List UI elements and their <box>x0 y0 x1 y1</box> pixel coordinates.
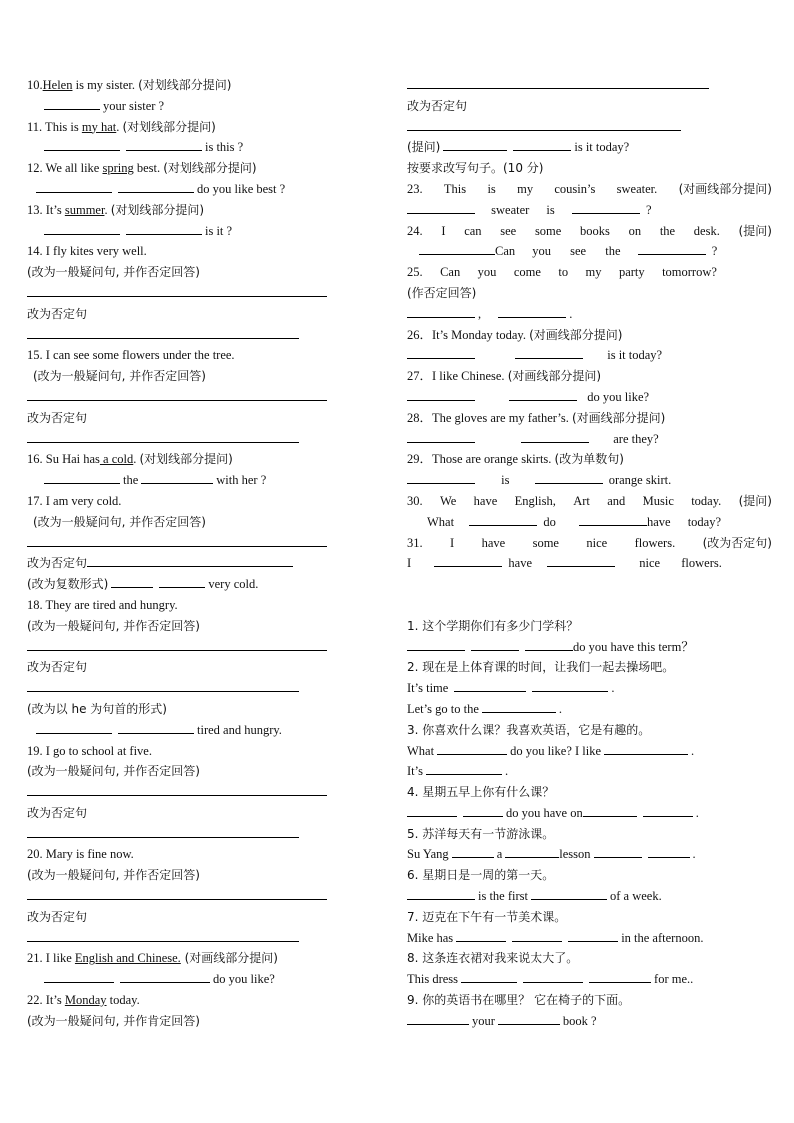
answer-blank[interactable] <box>604 742 688 755</box>
translation-3: 3. 你喜欢什么课？我喜欢英语，它是有趣的。 <box>407 722 651 737</box>
writing-line[interactable] <box>27 387 332 408</box>
answer-line-29: is orange skirt. <box>407 470 772 491</box>
translation-2: 2. 现在是上体育课的时间，让我们一起去操场吧。 <box>407 660 675 675</box>
answer-line-12: do you like best ? <box>27 179 332 200</box>
answer-line-27: do you like? <box>407 387 772 408</box>
question-21: 21. I like English and Chinese. (对画线部分提问) <box>27 951 278 966</box>
writing-line[interactable] <box>407 75 772 96</box>
answer-blank[interactable] <box>437 742 507 755</box>
question-10: 10.Helen is my sister. (对划线部分提问) <box>27 78 232 92</box>
question-28: 28．The gloves are my father’s. (对画线部分提问) <box>407 410 666 425</box>
translation-1: 1. 这个学期你们有多少门学科？ <box>407 618 579 633</box>
question-14: 14. I fly kites very well. <box>27 244 147 259</box>
question-16: 16. Su Hai has a cold. (对划线部分提问) <box>27 452 233 467</box>
answer-line-30: What do have today? <box>427 514 722 529</box>
negative-line: 改为否定句 <box>27 553 332 574</box>
answer-blank[interactable] <box>463 804 503 817</box>
answer-line-t9: your book ? <box>407 1011 772 1032</box>
answer-blank[interactable] <box>407 1012 469 1025</box>
answer-line-11: is this ? <box>27 137 332 158</box>
answer-blank[interactable] <box>407 388 475 401</box>
answer-line-t7: Mike has in the afternoon. <box>407 930 704 945</box>
answer-blank[interactable] <box>482 700 556 713</box>
instruction: (改为一般疑问句, 并作否定回答) <box>27 868 200 883</box>
instruction: 改为否定句 <box>27 805 88 820</box>
answer-blank[interactable] <box>126 222 202 235</box>
instruction: 改为否定句 <box>27 660 88 675</box>
answer-blank[interactable] <box>118 721 194 734</box>
instruction: (改为一般疑问句, 并作否定回答) <box>33 369 206 384</box>
instruction: 改为否定句 <box>27 909 88 924</box>
instruction: (改为以 he 为句首的形式) <box>27 701 167 716</box>
answer-blank[interactable] <box>523 970 583 983</box>
answer-line-t3b: It’s . <box>407 764 509 779</box>
instruction: (改为一般疑问句, 并作否定回答) <box>27 764 200 779</box>
translation-6: 6. 星期日是一周的第一天。 <box>407 868 555 883</box>
answer-blank[interactable] <box>159 575 205 588</box>
answer-line-t8: This dress for me.. <box>407 972 694 987</box>
translation-4: 4. 星期五早上你有什么课？ <box>407 785 555 800</box>
answer-blank[interactable] <box>44 97 100 110</box>
answer-blank[interactable] <box>434 554 502 567</box>
answer-blank[interactable] <box>426 762 502 775</box>
answer-blank[interactable] <box>515 346 583 359</box>
question-17: 17. I am very cold. <box>27 493 122 508</box>
answer-blank[interactable] <box>407 887 475 900</box>
answer-line-t5: Su Yang a lesson . <box>407 847 696 862</box>
answer-blank[interactable] <box>509 388 577 401</box>
answer-blank[interactable] <box>589 970 651 983</box>
translation-9: 9. 你的英语书在哪里？ 它在椅子的下面。 <box>407 993 631 1008</box>
answer-blank[interactable] <box>638 242 706 255</box>
question-31: 31. I have some nice flowers. (改为否定句) <box>407 535 772 550</box>
instruction: 改为否定句 <box>27 410 88 425</box>
left-column <box>27 75 332 1032</box>
answer-blank[interactable] <box>407 430 475 443</box>
answer-line-28: are they? <box>407 429 772 450</box>
answer-line-25: , . <box>407 304 772 325</box>
answer-blank[interactable] <box>126 138 202 151</box>
question-18: 18. They are tired and hungry. <box>27 597 178 612</box>
writing-line[interactable] <box>27 824 332 845</box>
answer-blank[interactable] <box>36 721 112 734</box>
answer-line-26: is it today? <box>407 345 772 366</box>
writing-line[interactable] <box>407 117 772 138</box>
answer-blank[interactable] <box>454 679 526 692</box>
answer-blank[interactable] <box>87 554 293 567</box>
answer-blank[interactable] <box>461 970 517 983</box>
answer-blank[interactable] <box>547 554 615 567</box>
question-29: 29．Those are orange skirts. (改为单数句) <box>407 452 624 467</box>
instruction: (作否定回答) <box>407 285 477 300</box>
answer-line-23: sweater is ? <box>407 200 772 221</box>
question-30: 30. We have English, Art and Music today. (提问) <box>407 493 772 508</box>
writing-line[interactable] <box>27 283 332 304</box>
answer-line-16: the with her ? <box>27 470 332 491</box>
answer-blank[interactable] <box>594 845 642 858</box>
writing-line[interactable] <box>27 533 332 554</box>
right-column <box>407 75 772 1032</box>
translation-5: 5. 苏洋每天有一节游泳课。 <box>407 826 555 841</box>
answer-blank[interactable] <box>498 305 566 318</box>
writing-line[interactable] <box>27 678 332 699</box>
answer-blank[interactable] <box>579 513 647 526</box>
answer-blank[interactable] <box>525 638 573 651</box>
answer-blank[interactable] <box>583 804 637 817</box>
instruction: 改为否定句 <box>27 306 88 321</box>
answer-line-t1: do you have this term？ <box>407 637 772 658</box>
answer-blank[interactable] <box>513 138 571 151</box>
question-20: 20. Mary is fine now. <box>27 847 134 862</box>
answer-line-21: do you like? <box>27 969 332 990</box>
plural-line: (改为复数形式) very cold. <box>27 577 259 592</box>
section-heading: 按要求改写句子。(10 分) <box>407 161 544 176</box>
answer-blank[interactable] <box>407 638 465 651</box>
answer-line-24: Can you see the ? <box>407 241 772 262</box>
answer-blank[interactable] <box>111 575 153 588</box>
answer-blank[interactable] <box>505 845 559 858</box>
answer-blank[interactable] <box>44 471 120 484</box>
answer-blank[interactable] <box>643 804 693 817</box>
instruction: (改为一般疑问句, 并作肯定回答) <box>27 1013 200 1028</box>
answer-blank[interactable] <box>407 346 475 359</box>
translation-8: 8. 这条连衣裙对我来说太大了。 <box>407 951 579 966</box>
underlined-word: Helen <box>42 78 73 92</box>
question-23: 23. This is my cousin’s sweater. (对画线部分提问) <box>407 181 772 196</box>
writing-line[interactable] <box>27 429 332 450</box>
answer-blank[interactable] <box>648 845 690 858</box>
answer-blank[interactable] <box>498 1012 560 1025</box>
answer-line-t4: do you have on . <box>407 803 772 824</box>
writing-line[interactable] <box>27 782 332 803</box>
answer-line-t2b: Let’s go to the . <box>407 701 562 716</box>
translation-7: 7. 迈克在下午有一节美术课。 <box>407 909 567 924</box>
answer-blank[interactable] <box>532 679 608 692</box>
answer-line-t6: is the first of a week. <box>407 886 772 907</box>
answer-blank[interactable] <box>44 222 120 235</box>
answer-blank[interactable] <box>407 471 475 484</box>
answer-line-18: tired and hungry. <box>27 720 332 741</box>
answer-blank[interactable] <box>456 929 506 942</box>
answer-blank[interactable] <box>572 201 640 214</box>
answer-line-10: your sister ? <box>27 96 332 117</box>
answer-blank[interactable] <box>120 970 210 983</box>
writing-line[interactable] <box>27 637 332 658</box>
answer-blank[interactable] <box>407 201 475 214</box>
answer-blank[interactable] <box>512 929 562 942</box>
answer-blank[interactable] <box>36 180 112 193</box>
answer-line-t2a: It’s time . <box>407 681 615 696</box>
question-11: 11. This is my hat. (对划线部分提问) <box>27 119 216 134</box>
question-15: 15. I can see some flowers under the tree. <box>27 348 235 363</box>
writing-line[interactable] <box>27 886 332 907</box>
answer-blank[interactable] <box>118 180 194 193</box>
instruction: 改为否定句 <box>407 98 468 113</box>
answer-line-31: I have nice flowers. <box>407 556 722 571</box>
writing-line[interactable] <box>27 928 332 949</box>
question-27: 27．I like Chinese. (对画线部分提问) <box>407 369 602 384</box>
question-26: 26．It’s Monday today. (对画线部分提问) <box>407 327 623 342</box>
question-12: 12. We all like spring best. (对划线部分提问) <box>27 161 257 176</box>
question-24: 24. I can see some books on the desk. (提问) <box>407 223 772 238</box>
question-13: 13. It’s summer. (对划线部分提问) <box>27 202 205 217</box>
answer-blank[interactable] <box>44 970 114 983</box>
answer-blank[interactable] <box>535 471 603 484</box>
answer-blank[interactable] <box>419 242 495 255</box>
question-25: 25. Can you come to my party tomorrow? <box>407 265 717 280</box>
answer-blank[interactable] <box>44 138 120 151</box>
answer-blank[interactable] <box>407 804 457 817</box>
answer-blank[interactable] <box>407 305 475 318</box>
question-19: 19. I go to school at five. <box>27 743 152 758</box>
ask-line: (提问) is it today? <box>407 140 630 155</box>
answer-blank[interactable] <box>521 430 589 443</box>
answer-blank[interactable] <box>141 471 213 484</box>
answer-blank[interactable] <box>452 845 494 858</box>
writing-line[interactable] <box>27 325 332 346</box>
answer-blank[interactable] <box>531 887 607 900</box>
answer-blank[interactable] <box>469 513 537 526</box>
instruction: (改为一般疑问句, 并作否定回答) <box>33 514 206 529</box>
answer-blank[interactable] <box>568 929 618 942</box>
instruction: (改为一般疑问句, 并作否定回答) <box>27 265 200 280</box>
answer-blank[interactable] <box>471 638 519 651</box>
instruction: (改为一般疑问句, 并作否定回答) <box>27 618 200 633</box>
answer-line-13: is it ? <box>27 221 332 242</box>
question-22: 22. It’s Monday today. <box>27 993 140 1008</box>
answer-blank[interactable] <box>443 138 507 151</box>
answer-line-t3a: What do you like? I like . <box>407 743 695 758</box>
